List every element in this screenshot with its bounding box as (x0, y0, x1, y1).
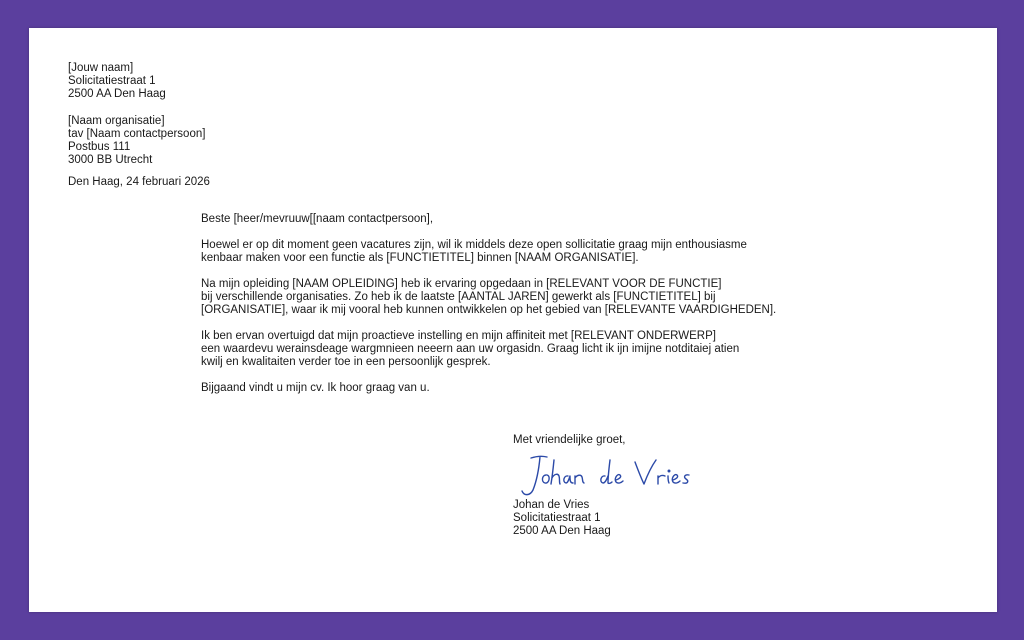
letter-body (201, 213, 776, 408)
sender-street: Solicitatiestraat 1 (68, 75, 156, 87)
closing-sender-street: Solicitatiestraat 1 (513, 512, 601, 524)
paragraph-line: Hoewel er op dit moment geen vacatures zijn, wil ik middels deze open sollicitatie graag mijn enthousiasme (201, 239, 747, 251)
closing-sender-city: 2500 AA Den Haag (513, 525, 611, 537)
recipient-contact: tav [Naam contactpersoon] (68, 128, 206, 140)
paragraph-line: Na mijn opleiding [NAAM OPLEIDING] heb ik ervaring opgedaan in [RELEVANT VOOR DE FUNCTIE] (201, 278, 722, 290)
closing-sender-address (513, 499, 611, 538)
paragraph-3 (201, 330, 776, 369)
sender-name: [Jouw naam] (68, 62, 134, 74)
paragraph-line: Bijgaand vindt u mijn cv. Ik hoor graag van u. (201, 382, 430, 394)
letter-date: Den Haag, 24 februari 2026 (68, 176, 210, 188)
closing-greeting: Met vriendelijke groet, (513, 434, 626, 446)
paragraph-line: een waardevu werainsdeage wargmnieen neeern aan uw orgasidn. Graag licht ik ijn imijne notditaiej atien (201, 343, 740, 355)
paragraph-line: kwilj en kwalitaiten verder toe in een persoonlijk gesprek. (201, 356, 491, 368)
recipient-city: 3000 BB Utrecht (68, 154, 153, 166)
recipient-address (68, 115, 205, 167)
handwritten-signature (513, 448, 698, 500)
paragraph-line: Ik ben ervan overtuigd dat mijn proactieve instelling en mijn affiniteit met [RELEVANT ONDERWERP] (201, 330, 716, 342)
salutation: Beste [heer/mevruuw[[naam contactpersoon], (201, 213, 434, 225)
paragraph-line: bij verschillende organisaties. Zo heb ik de laatste [AANTAL JAREN] gewerkt als [FUNCTIETITEL] bij (201, 291, 716, 303)
signature-icon (513, 448, 698, 500)
recipient-organization: [Naam organisatie] (68, 115, 165, 127)
paragraph-4 (201, 382, 776, 395)
closing-sender-name: Johan de Vries (513, 499, 590, 511)
paragraph-line: kenbaar maken voor een functie als [FUNCTIETITEL] binnen [NAAM ORGANISATIE]. (201, 252, 639, 264)
recipient-postbox: Postbus 111 (68, 141, 131, 153)
sender-address (68, 62, 166, 101)
letter-page (29, 28, 997, 612)
paragraph-line: [ORGANISATIE], waar ik mij vooral heb kunnen ontwikkelen op het gebied van [RELEVANTE VAARDIGHEDEN]. (201, 304, 777, 316)
paragraph-1 (201, 239, 776, 265)
paragraph-2 (201, 278, 776, 317)
sender-city: 2500 AA Den Haag (68, 88, 166, 100)
